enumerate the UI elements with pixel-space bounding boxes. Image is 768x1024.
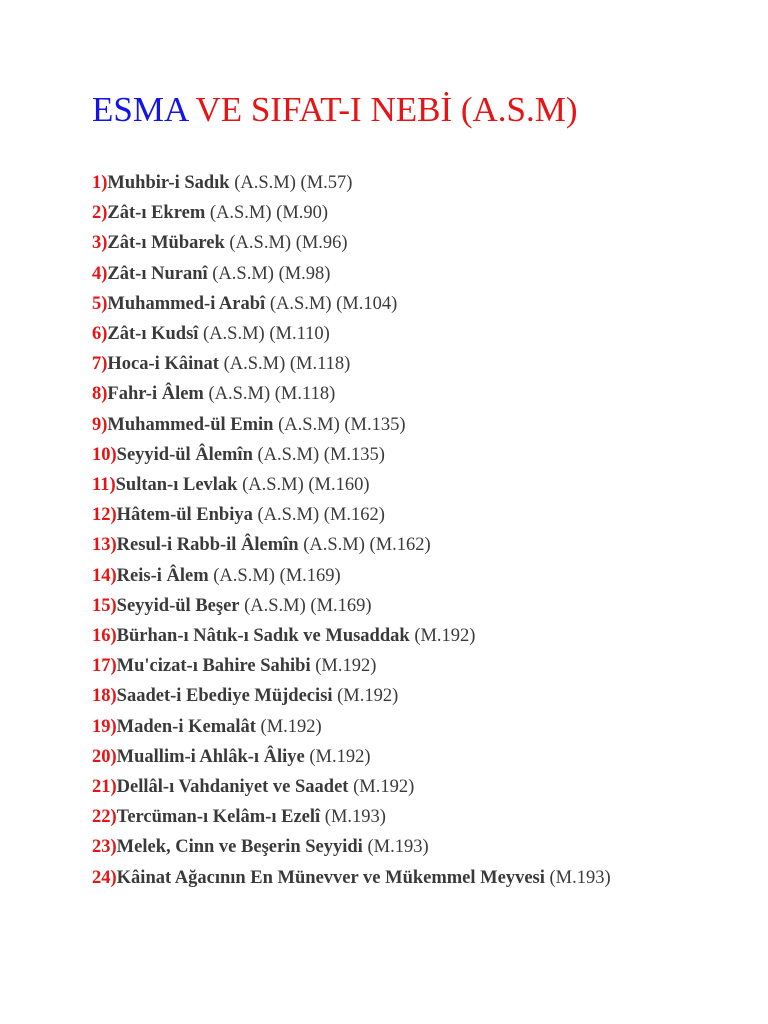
item-number: 18) [92,686,117,707]
item-number: 23) [92,837,117,858]
item-number: 6) [92,324,108,345]
list-item [92,621,752,651]
item-number: 4) [92,263,108,284]
list-item [92,712,752,742]
item-honorific: (A.S.M) [252,444,320,465]
item-name: Mu'cizat-ı Bahire Sahibi [116,656,311,677]
item-number: 17) [92,656,117,677]
item-name: Muhammed-ül Emin [107,414,274,435]
title-part-esma: ESMA [92,90,188,129]
item-name: Resul-i Rabb-il Âlemîn [116,535,299,556]
item-honorific: (A.S.M) [224,233,292,254]
title-part-ve-sifat: VE SIFAT-I [195,90,362,129]
list-item [92,863,672,891]
item-number: 12) [92,505,117,526]
item-reference: (M.135) [319,444,385,465]
item-name: Maden-i Kemalât [116,716,256,737]
item-name: Reis-i Âlem [116,565,209,586]
item-reference: (M.169) [305,595,372,616]
item-reference: (M.98) [273,263,331,284]
list-item [92,561,752,591]
list-item [92,651,752,681]
item-honorific: (A.S.M) [207,263,274,284]
item-reference: (M.162) [364,535,431,556]
item-honorific: (A.S.M) [203,384,271,405]
item-reference: (M.192) [255,716,322,737]
item-number: 11) [92,475,116,496]
item-name: Muhbir-i Sadık [107,173,230,193]
item-number: 13) [92,535,117,556]
item-honorific: (A.S.M) [208,565,275,586]
item-number: 14) [92,565,117,586]
list-item [92,319,752,349]
item-name: Tercüman-ı Kelâm-ı Ezelî [116,807,321,828]
list-item [92,168,752,198]
item-reference: (M.118) [285,354,351,375]
item-reference: (M.192) [304,746,371,767]
item-reference: (M.110) [264,324,330,345]
item-reference: (M.104) [331,293,398,314]
item-reference: (M.192) [348,777,415,798]
item-name: Zât-ı Kudsî [107,324,199,345]
item-reference: (M.192) [332,686,399,707]
item-name: Bürhan-ı Nâtık-ı Sadık ve Musaddak [116,626,410,647]
list-item [92,742,752,772]
page-title [92,88,578,132]
item-number: 7) [92,354,108,375]
item-honorific: (A.S.M) [252,505,320,526]
item-number: 21) [92,777,117,798]
item-number: 1) [92,173,108,193]
item-name: Muallim-i Ahlâk-ı Âliye [116,746,305,767]
item-honorific: (A.S.M) [298,535,365,556]
item-reference: (M.192) [310,656,377,677]
item-reference: (M.118) [270,384,336,405]
item-honorific: (A.S.M) [205,203,272,224]
item-honorific: (A.S.M) [237,475,304,496]
item-reference: (M.193) [320,807,386,828]
list-item [92,410,752,440]
item-name: Seyyid-ül Âlemîn [116,444,253,465]
list-item [92,289,752,319]
item-reference: (M.90) [271,203,329,224]
item-number: 3) [92,233,108,254]
list-item [92,198,752,228]
list-item [92,591,752,621]
item-honorific: (A.S.M) [239,595,306,616]
list-item [92,681,752,711]
list-item [92,440,752,470]
item-honorific: (A.S.M) [265,293,332,314]
item-reference: (M.193) [544,867,611,888]
list-item [92,772,752,802]
item-reference: (M.135) [339,414,406,435]
item-name: Hâtem-ül Enbiya [116,505,253,526]
item-name: Melek, Cinn ve Beşerin Seyyidi [116,837,363,858]
item-number: 20) [92,746,117,767]
item-name: Zât-ı Nuranî [107,263,208,284]
item-name: Sultan-ı Levlak [115,475,238,496]
item-number: 9) [92,414,108,435]
item-honorific: (A.S.M) [229,173,296,193]
item-honorific: (A.S.M) [198,324,265,345]
list-item [92,802,752,832]
item-name: Zât-ı Ekrem [107,203,206,224]
item-name: Seyyid-ül Beşer [116,595,240,616]
item-name: Saadet-i Ebediye Müjdecisi [116,686,333,707]
item-name: Kâinat Ağacının En Münevver ve Mükemmel Meyvesi [116,867,545,888]
list-item [92,228,752,258]
item-name: Dellâl-ı Vahdaniyet ve Saadet [116,777,349,798]
item-number: 16) [92,626,117,647]
item-number: 8) [92,384,108,405]
item-number: 5) [92,293,108,314]
list-item [92,470,752,500]
title-part-nebi: NEBİ (A.S.M) [370,90,578,129]
item-reference: (M.192) [409,626,476,647]
item-name: Muhammed-i Arabî [107,293,266,314]
list-item [92,259,752,289]
item-honorific: (A.S.M) [273,414,340,435]
list-item [92,530,752,560]
item-reference: (M.193) [362,837,429,858]
item-number: 22) [92,807,117,828]
list-item [92,832,752,862]
item-reference: (M.96) [291,233,348,254]
item-number: 10) [92,444,117,465]
item-number: 15) [92,595,117,616]
item-number: 19) [92,716,117,737]
item-name: Fahr-i Âlem [107,384,204,405]
item-name: Hoca-i Kâinat [107,354,219,375]
list-item [92,379,752,409]
item-reference: (M.160) [303,475,370,496]
item-name: Zât-ı Mübarek [107,233,225,254]
item-reference: (M.162) [319,505,385,526]
list-item [92,349,752,379]
item-reference: (M.169) [274,565,341,586]
item-reference: (M.57) [295,173,353,193]
names-list [92,168,752,891]
list-item [92,500,752,530]
item-number: 2) [92,203,108,224]
item-number: 24) [92,867,117,888]
item-honorific: (A.S.M) [218,354,286,375]
